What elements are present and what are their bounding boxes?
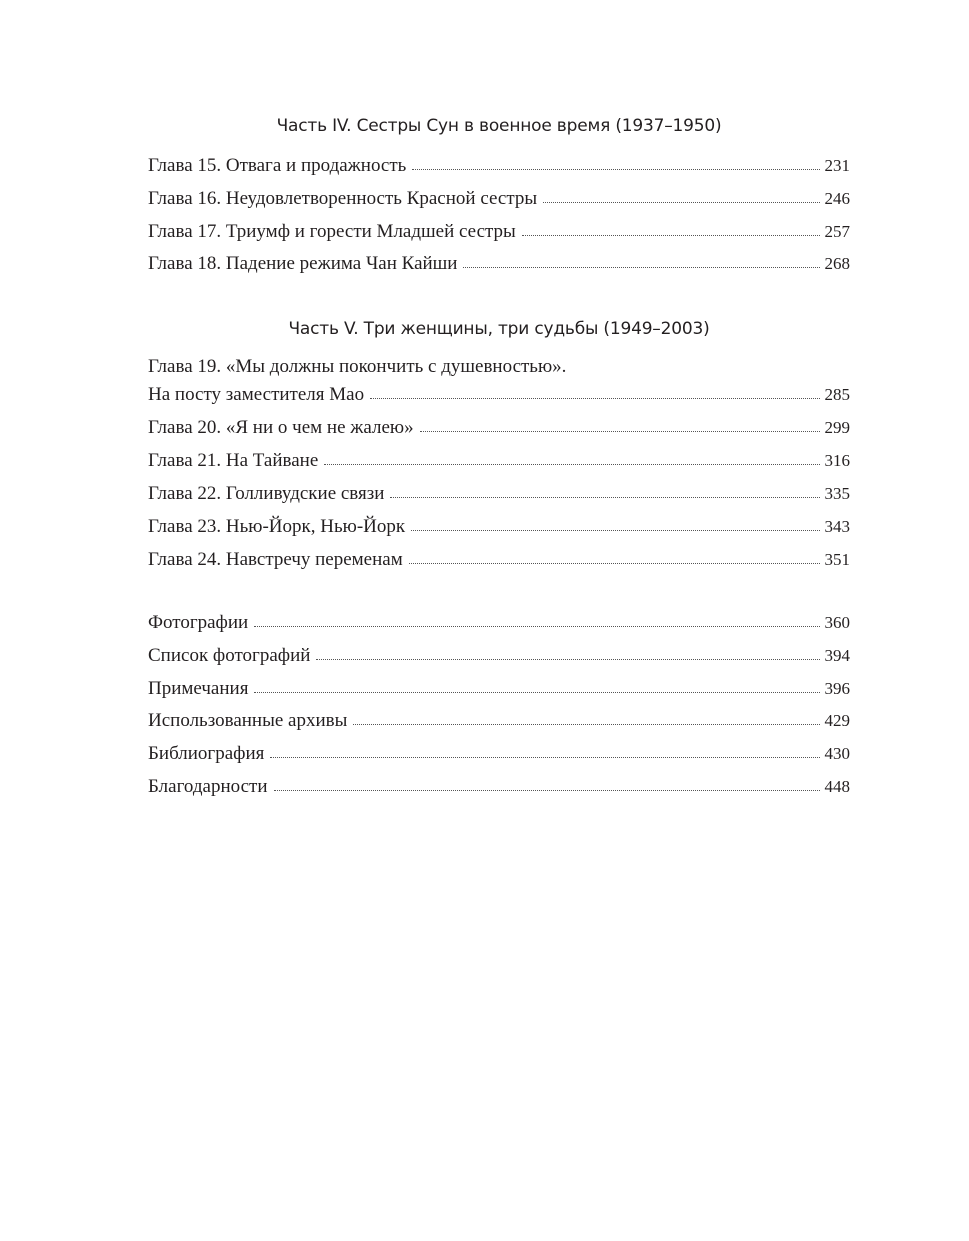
toc-entry-page: 257	[824, 222, 850, 241]
toc-entry-label: Благодарности	[148, 776, 268, 797]
toc-entry-label: Глава 17. Триумф и горести Младшей сестры	[148, 221, 516, 242]
dot-leader	[409, 562, 820, 564]
toc-entry[interactable]	[148, 710, 850, 734]
dot-leader	[390, 496, 819, 498]
toc-entry-label: Глава 18. Падение режима Чан Кайши	[148, 253, 458, 274]
dot-leader	[270, 756, 819, 758]
toc-entry[interactable]	[148, 221, 850, 245]
toc-entry-page: 246	[824, 189, 850, 208]
toc-entry[interactable]	[148, 549, 850, 573]
dot-leader	[274, 789, 820, 791]
toc-entry-label: Фотографии	[148, 612, 249, 633]
toc-entry-label: Глава 15. Отвага и продажность	[148, 155, 407, 176]
part-5-title: Часть V. Три женщины, три судьбы (1949–2003)	[288, 319, 710, 339]
part-4-title: Часть IV. Сестры Сун в военное время (1937–1950)	[276, 116, 722, 136]
toc-entry-label: Библиография	[148, 743, 265, 764]
toc-entry[interactable]	[148, 612, 850, 636]
dot-leader	[370, 397, 819, 399]
dot-leader	[353, 723, 819, 725]
toc-entry-label: На посту заместителя Мао	[148, 384, 365, 405]
toc-entry[interactable]	[148, 483, 850, 507]
toc-entry-page: 394	[824, 646, 850, 665]
toc-entry[interactable]	[148, 253, 850, 277]
toc-entry[interactable]	[148, 516, 850, 540]
dot-leader	[324, 463, 819, 465]
toc-entry-page: 335	[824, 484, 850, 503]
toc-entry-label-line1[interactable]: Глава 19. «Мы должны покончить с душевностью».	[148, 356, 567, 377]
toc-entry[interactable]	[148, 450, 850, 474]
toc-entry[interactable]	[148, 776, 850, 800]
toc-entry-label: Глава 23. Нью-Йорк, Нью-Йорк	[148, 516, 406, 537]
toc-entry-label: Список фотографий	[148, 645, 311, 666]
toc-entry-label: Глава 16. Неудовлетворенность Красной сестры	[148, 188, 538, 209]
dot-leader	[411, 529, 819, 531]
dot-leader	[316, 658, 819, 660]
toc-entry[interactable]	[148, 645, 850, 669]
toc-entry-page: 316	[824, 451, 850, 470]
toc-entry-page: 268	[824, 254, 850, 273]
toc-entry-label: Примечания	[148, 678, 249, 699]
toc-entry-page: 231	[824, 156, 850, 175]
toc-entry-page: 430	[824, 744, 850, 763]
toc-entry-page: 448	[824, 777, 850, 796]
toc-entry-label: Использованные архивы	[148, 710, 348, 731]
toc-entry[interactable]	[148, 384, 850, 408]
toc-entry-label: Глава 22. Голливудские связи	[148, 483, 385, 504]
toc-entry-page: 285	[824, 385, 850, 404]
toc-entry-page: 351	[824, 550, 850, 569]
dot-leader	[254, 691, 819, 693]
toc-entry[interactable]	[148, 155, 850, 179]
toc-entry-page: 396	[824, 679, 850, 698]
dot-leader	[522, 234, 820, 236]
toc-entry[interactable]	[148, 417, 850, 441]
toc-entry-page: 360	[824, 613, 850, 632]
toc-entry[interactable]	[148, 188, 850, 212]
dot-leader	[412, 168, 819, 170]
dot-leader	[543, 201, 819, 203]
toc-entry[interactable]	[148, 678, 850, 702]
toc-entry-label: Глава 24. Навстречу переменам	[148, 549, 403, 570]
toc-entry-label: Глава 21. На Тайване	[148, 450, 319, 471]
dot-leader	[463, 266, 819, 268]
toc-entry[interactable]	[148, 743, 850, 767]
dot-leader	[254, 625, 819, 627]
toc-entry-label: Глава 20. «Я ни о чем не жалею»	[148, 417, 414, 438]
toc-entry-page: 299	[824, 418, 850, 437]
dot-leader	[420, 430, 820, 432]
toc-entry-page: 429	[824, 711, 850, 730]
toc-entry-page: 343	[824, 517, 850, 536]
